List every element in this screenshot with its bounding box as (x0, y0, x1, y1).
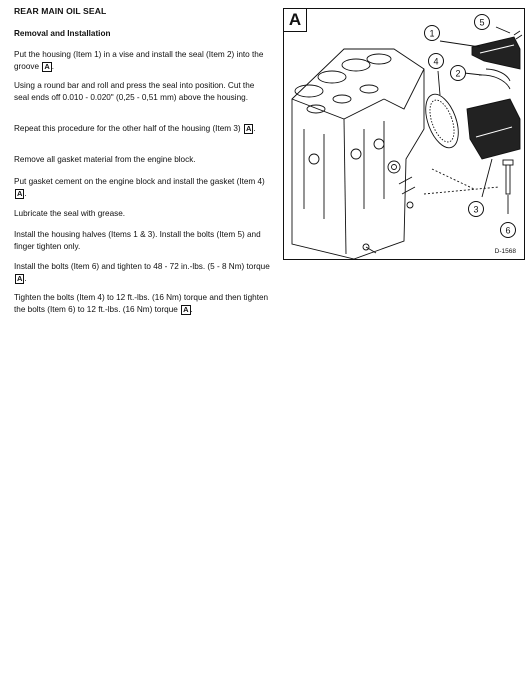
step-text: Install the housing halves (Items 1 & 3). Install the bolts (Item 5) and finger tighten only. (14, 230, 261, 251)
step-text: Repeat this procedure for the other half of the housing (Item 3) (14, 124, 241, 133)
figure-a-panel (283, 8, 525, 260)
step-text: Install the bolts (Item 6) and tighten to 48 - 72 in.-lbs. (5 - 8 Nm) torque (14, 262, 270, 271)
step-paragraph (14, 123, 270, 135)
step-paragraph (14, 154, 270, 166)
step-end: . (190, 304, 193, 314)
step-paragraph (14, 208, 270, 220)
step-text: Put the housing (Item 1) in a vise and install the seal (Item 2) into the groove (14, 50, 264, 71)
engine-block-illustration (284, 9, 526, 261)
callout-2: 2 (455, 68, 461, 79)
callout-3: 3 (473, 204, 479, 215)
figure-ref-badge: A (17, 273, 23, 283)
step-paragraph (14, 80, 270, 103)
step-paragraph (14, 229, 270, 252)
callout-1: 1 (429, 28, 435, 39)
step-text: Put gasket cement on the engine block and install the gasket (Item 4) (14, 177, 265, 186)
figure-ref-badge: A (183, 304, 189, 314)
step-paragraph (14, 261, 270, 284)
step-paragraph (14, 49, 270, 72)
subsection-title: Removal and Installation (14, 29, 111, 38)
step-paragraph (14, 292, 270, 315)
figure-ref-badge: A (44, 61, 50, 71)
step-text: Using a round bar and roll and press the seal into position. Cut the seal ends off 0.010 - 0.020" (0,25 - 0,51 mm) above the housing. (14, 81, 255, 102)
step-paragraph (14, 176, 270, 199)
figure-label: A (284, 9, 307, 32)
step-end: . (24, 188, 27, 198)
step-text: Lubricate the seal with grease. (14, 209, 126, 218)
step-text: Tighten the bolts (Item 4) to 12 ft.-lbs. (16 Nm) torque and then tighten the bolts (Item 6) to 12 ft.-lbs. (16 Nm) torque (14, 293, 269, 314)
step-text: Remove all gasket material from the engine block. (14, 155, 196, 164)
callout-5: 5 (479, 17, 485, 28)
callout-4: 4 (433, 56, 439, 67)
figure-ref-badge: A (17, 188, 23, 198)
section-title: REAR MAIN OIL SEAL (14, 6, 107, 16)
step-end: . (253, 124, 256, 133)
step-end: . (51, 61, 55, 71)
callout-6: 6 (505, 225, 511, 236)
figure-ref-badge: A (245, 124, 252, 133)
step-end: . (24, 273, 27, 283)
drawing-id: D-1568 (494, 248, 516, 255)
